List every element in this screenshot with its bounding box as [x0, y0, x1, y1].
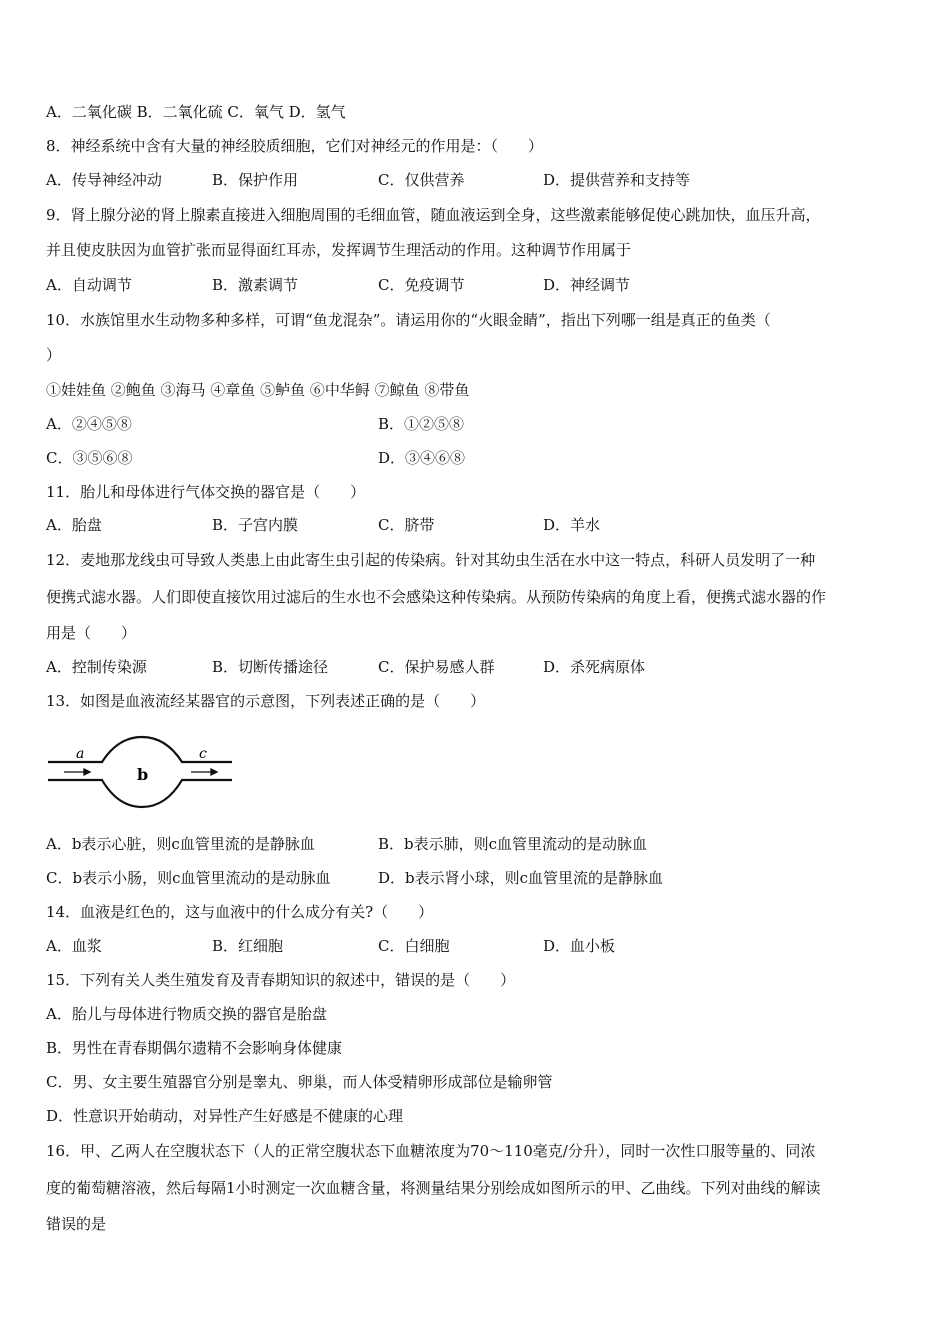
q15-option-a: A．胎儿与母体进行物质交换的器官是胎盘	[46, 1005, 327, 1023]
q9-option-b: B．激素调节	[212, 276, 299, 294]
q15-option-d: D．性意识开始萌动，对异性产生好感是不健康的心理	[46, 1107, 404, 1125]
q14-stem: 14．血液是红色的，这与血液中的什么成分有关?（ ）	[46, 903, 434, 921]
q11-option-a: A．胎盘	[46, 516, 102, 534]
q10-stem-1: 10．水族馆里水生动物多种多样，可谓“鱼龙混杂”。请运用你的“火眼金睛”，指出下列哪一组是真正的鱼类（	[46, 311, 771, 329]
q14-option-d: D．血小板	[543, 937, 616, 955]
q12-option-a: A．控制传染源	[46, 658, 147, 676]
q16-stem-2: 度的葡萄糖溶液，然后每隔1小时测定一次血糖含量，将测量结果分别绘成如图所示的甲、乙曲线。下列对曲线的解读	[46, 1179, 821, 1197]
q14-option-b: B．红细胞	[212, 937, 284, 955]
q11-option-b: B．子宫内膜	[212, 516, 299, 534]
q9-option-c: C．免疫调节	[378, 276, 465, 294]
q10-option-d: D．③④⑥⑧	[378, 449, 466, 467]
q15-stem: 15．下列有关人类生殖发育及青春期知识的叙述中，错误的是（ ）	[46, 971, 516, 989]
q12-option-b: B．切断传播途径	[212, 658, 329, 676]
diagram-label-b: b	[137, 765, 149, 784]
q11-stem: 11．胎儿和母体进行气体交换的器官是（ ）	[46, 483, 366, 501]
q12-option-d: D．杀死病原体	[543, 658, 646, 676]
blood-flow-diagram	[46, 735, 236, 813]
q12-stem-3: 用是（ ）	[46, 624, 137, 642]
q13-option-b: B．b表示肺，则c血管里流动的是动脉血	[378, 835, 648, 853]
q10-stem-2: ）	[46, 346, 62, 364]
q15-option-c: C．男、女主要生殖器官分别是睾丸、卵巢，而人体受精卵形成部位是输卵管	[46, 1073, 553, 1091]
q10-option-c: C．③⑤⑥⑧	[46, 449, 133, 467]
q11-option-c: C．脐带	[378, 516, 435, 534]
q9-option-d: D．神经调节	[543, 276, 631, 294]
q7-options: A．二氧化碳 B．二氧化硫 C．氧气 D．氢气	[46, 103, 346, 121]
diagram-label-a: a	[76, 746, 85, 762]
q12-stem-1: 12．麦地那龙线虫可导致人类患上由此寄生虫引起的传染病。针对其幼虫生活在水中这一特点，科研人员发明了一种	[46, 551, 816, 569]
diagram-label-c: c	[199, 746, 207, 762]
q14-option-a: A．血浆	[46, 937, 102, 955]
q8-stem: 8．神经系统中含有大量的神经胶质细胞，它们对神经元的作用是：（ ）	[46, 137, 544, 155]
q13-stem: 13．如图是血液流经某器官的示意图，下列表述正确的是（ ）	[46, 692, 486, 710]
q11-option-d: D．羊水	[543, 516, 601, 534]
q15-option-b: B．男性在青春期偶尔遗精不会影响身体健康	[46, 1039, 343, 1057]
q10-option-a: A．②④⑤⑧	[46, 415, 132, 433]
q9-stem-2: 并且使皮肤因为血管扩张而显得面红耳赤，发挥调节生理活动的作用。这种调节作用属于	[46, 241, 632, 259]
q8-option-c: C．仅供营养	[378, 171, 465, 189]
q10-items: ①娃娃鱼 ②鲍鱼 ③海马 ④章鱼 ⑤鲈鱼 ⑥中华鲟 ⑦鲸鱼 ⑧带鱼	[46, 381, 470, 399]
q10-option-b: B．①②⑤⑧	[378, 415, 465, 433]
q14-option-c: C．白细胞	[378, 937, 450, 955]
q8-option-a: A．传导神经冲动	[46, 171, 162, 189]
q16-stem-1: 16．甲、乙两人在空腹状态下（人的正常空腹状态下血糖浓度为70～110毫克/分升），同时一次性口服等量的、同浓	[46, 1142, 816, 1160]
q13-option-c: C．b表示小肠，则c血管里流动的是动脉血	[46, 869, 331, 887]
q8-option-d: D．提供营养和支持等	[543, 171, 691, 189]
q12-stem-2: 便携式滤水器。人们即使直接饮用过滤后的生水也不会感染这种传染病。从预防传染病的角度上看，便携式滤水器的作	[46, 588, 827, 606]
q16-stem-3: 错误的是	[46, 1215, 107, 1233]
q13-option-d: D．b表示肾小球，则c血管里流的是静脉血	[378, 869, 664, 887]
q9-option-a: A．自动调节	[46, 276, 132, 294]
q8-option-b: B．保护作用	[212, 171, 299, 189]
q12-option-c: C．保护易感人群	[378, 658, 495, 676]
q13-option-a: A．b表示心脏，则c血管里流的是静脉血	[46, 835, 315, 853]
q9-stem-1: 9．肾上腺分泌的肾上腺素直接进入细胞周围的毛细血管，随血液运到全身，这些激素能够促使心跳加快，血压升高，	[46, 206, 821, 224]
